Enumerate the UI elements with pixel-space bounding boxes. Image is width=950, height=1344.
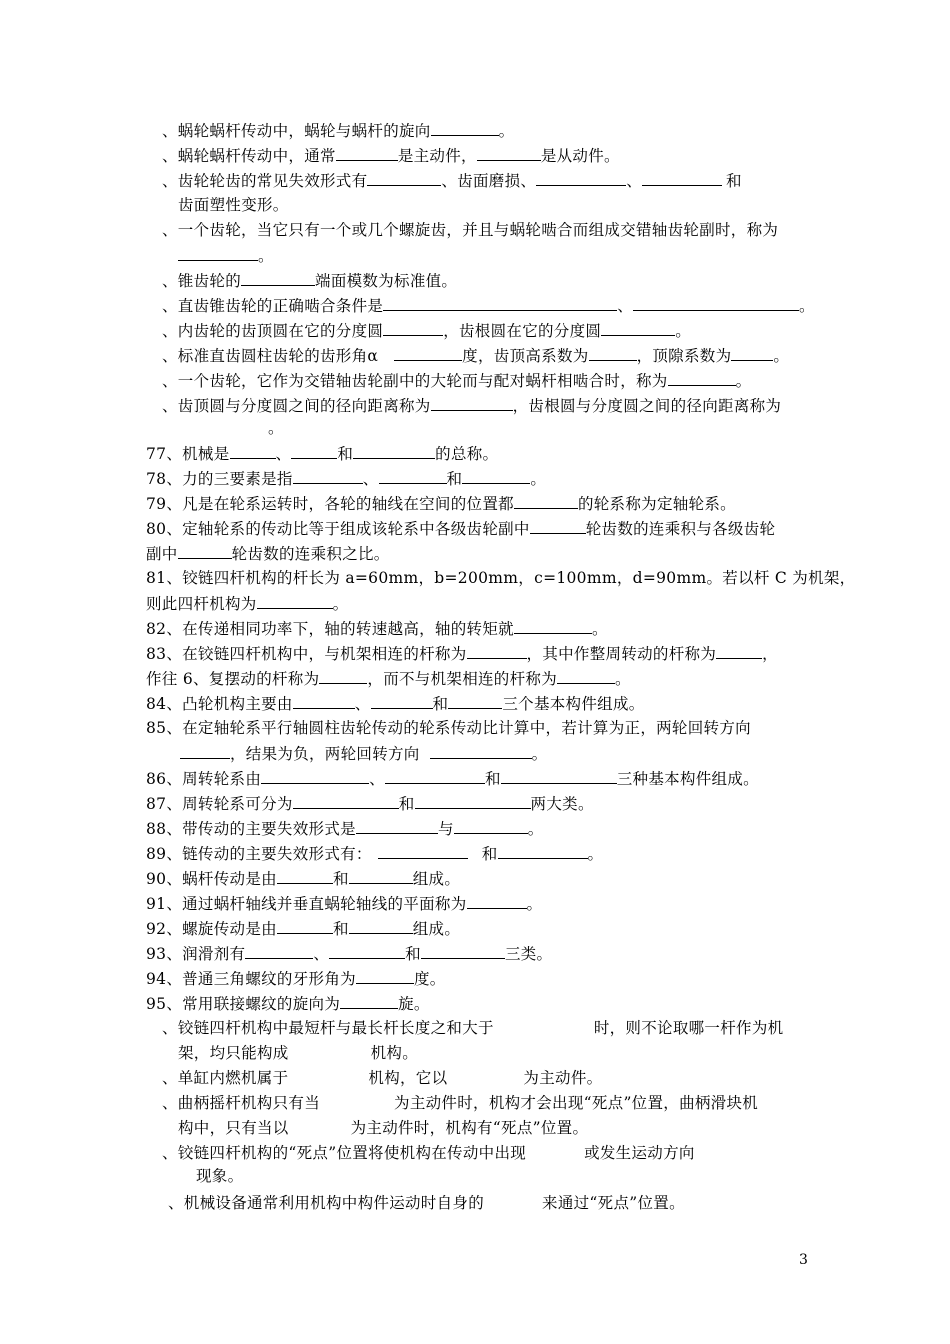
answer-blank[interactable] xyxy=(557,668,615,684)
question-text: ， xyxy=(762,645,778,663)
question-79 xyxy=(146,493,736,514)
answer-blank[interactable] xyxy=(601,320,675,336)
question-addendum xyxy=(162,395,781,416)
answer-blank[interactable] xyxy=(291,443,337,459)
question-worm-rotation xyxy=(162,120,514,141)
answer-blank[interactable] xyxy=(501,768,617,784)
answer-blank[interactable] xyxy=(477,145,541,161)
question-text: ，结果为负，两轮回转方向 xyxy=(230,745,420,763)
question-helical-gear xyxy=(162,220,778,240)
question-92 xyxy=(146,918,460,939)
question-dead-point-cont xyxy=(196,1166,243,1186)
answer-blank[interactable] xyxy=(293,468,363,484)
question-text: 和 xyxy=(332,870,349,888)
question-text: 、蜗轮蜗杆传动中，通常 xyxy=(162,147,336,165)
question-text: 则此四杆机构为 xyxy=(146,595,257,613)
question-text: ，顶隙系数为 xyxy=(636,347,732,365)
question-text: 和 xyxy=(726,172,742,190)
question-text: ，齿根圆与分度圆之间的径向距离称为 xyxy=(512,397,782,415)
question-text: 、 xyxy=(354,695,371,713)
answer-blank[interactable] xyxy=(668,370,736,386)
question-77 xyxy=(146,443,498,464)
answer-blank[interactable] xyxy=(633,295,799,311)
answer-blank[interactable] xyxy=(462,468,530,484)
question-text: 来通过“死点”位置。 xyxy=(542,1194,685,1212)
answer-blank[interactable] xyxy=(356,818,438,834)
answer-blank[interactable] xyxy=(430,743,532,759)
question-93 xyxy=(146,943,552,964)
question-text: 、一个齿轮，当它只有一个或几个螺旋齿，并且与蜗轮啮合而组成交错轴齿轮副时，称为 xyxy=(162,221,779,239)
answer-blank[interactable] xyxy=(180,743,230,759)
question-text: 的轮系称为定轴轮系。 xyxy=(577,495,736,513)
question-text: 87、周转轮系可分为 xyxy=(146,795,293,813)
question-94 xyxy=(146,968,446,989)
question-text: 。 xyxy=(675,322,692,340)
question-engine-mechanism xyxy=(162,1068,602,1088)
question-text: 88、带传动的主要失效形式是 xyxy=(146,820,356,838)
answer-blank[interactable] xyxy=(642,170,722,186)
question-80 xyxy=(146,518,775,539)
question-text: 、单缸内燃机属于 xyxy=(162,1069,289,1087)
question-text: 为主动件时，机构才会出现“死点”位置，曲柄滑块机 xyxy=(394,1094,759,1112)
answer-blank[interactable] xyxy=(257,593,333,609)
answer-blank[interactable] xyxy=(178,245,258,261)
question-81 xyxy=(146,568,855,588)
question-text: 。 xyxy=(258,247,274,265)
question-text: 、直齿锥齿轮的正确啮合条件是 xyxy=(162,297,384,315)
question-text: 构中，只有当以 xyxy=(178,1119,289,1137)
answer-blank[interactable] xyxy=(277,868,333,884)
question-text: 、铰链四杆机构的“死点”位置将使机构在传动中出现 xyxy=(162,1144,527,1162)
answer-blank[interactable] xyxy=(178,543,232,559)
question-text: 齿面塑性变形。 xyxy=(178,196,289,214)
question-text: 。 xyxy=(773,347,790,365)
answer-blank[interactable] xyxy=(349,918,413,934)
answer-blank[interactable] xyxy=(467,643,527,659)
question-text: 。 xyxy=(268,419,284,437)
question-text: 。 xyxy=(587,845,604,863)
question-87 xyxy=(146,793,594,814)
question-84 xyxy=(146,693,645,714)
question-text: 和 xyxy=(484,770,501,788)
question-worm-wheel xyxy=(162,370,751,391)
question-text: 组成。 xyxy=(412,870,461,888)
question-text: 度，齿顶高系数为 xyxy=(462,347,589,365)
question-text: 两大类。 xyxy=(530,795,594,813)
question-text: 。 xyxy=(531,745,548,763)
answer-blank[interactable] xyxy=(530,518,586,534)
answer-blank[interactable] xyxy=(514,618,592,634)
question-text: 和 xyxy=(398,795,415,813)
answer-blank[interactable] xyxy=(467,893,527,909)
question-text: 。 xyxy=(527,820,544,838)
answer-blank[interactable] xyxy=(353,443,435,459)
question-text: 。 xyxy=(799,297,815,315)
question-text: 77、机械是 xyxy=(146,445,230,463)
question-addendum-cont xyxy=(268,418,284,438)
question-text: 83、在铰链四杆机构中，与机架相连的杆称为 xyxy=(146,645,467,663)
question-text: 轮齿数的连乘积之比。 xyxy=(231,545,390,563)
question-dead-point xyxy=(162,1143,695,1163)
question-text: 81、铰链四杆机构的杆长为 a=60mm，b=200mm，c=100mm，d=90mm。若以杆 C 为机架， xyxy=(146,569,856,587)
question-text: 。 xyxy=(615,670,631,688)
question-text: 作往 6、复摆动的杆称为 xyxy=(146,670,320,688)
question-text: 、标准直齿圆柱齿轮的齿形角α xyxy=(162,347,379,365)
question-bevel-module xyxy=(162,270,457,291)
question-text: 机构。 xyxy=(370,1044,419,1062)
answer-blank[interactable] xyxy=(340,993,398,1009)
answer-blank[interactable] xyxy=(716,643,762,659)
question-text: 、锥齿轮的 xyxy=(162,272,242,290)
question-78 xyxy=(146,468,546,489)
question-text: 副中 xyxy=(146,545,178,563)
question-crank-rocker xyxy=(162,1093,758,1113)
answer-blank[interactable] xyxy=(589,345,637,361)
answer-blank[interactable] xyxy=(329,943,405,959)
question-text: 轮齿数的连乘积与各级齿轮 xyxy=(585,520,776,538)
question-text: 的总称。 xyxy=(435,445,499,463)
answer-blank[interactable] xyxy=(371,693,433,709)
answer-blank[interactable] xyxy=(421,943,505,959)
question-95 xyxy=(146,993,430,1014)
question-text: 是从动件。 xyxy=(540,147,620,165)
question-text: 、曲柄摇杆机构只有当 xyxy=(162,1094,321,1112)
question-text: 三个基本构件组成。 xyxy=(502,695,645,713)
question-text: 。 xyxy=(591,620,608,638)
question-text: 和 xyxy=(405,945,421,963)
answer-blank[interactable] xyxy=(536,170,626,186)
question-text: 架，均只能构成 xyxy=(178,1044,289,1062)
question-bevel-mesh xyxy=(162,295,815,316)
question-text: 93、润滑剂有 xyxy=(146,945,246,963)
question-text: 和 xyxy=(481,845,498,863)
question-gear-failure-cont xyxy=(178,195,289,215)
question-text: 是主动件， xyxy=(397,147,477,165)
question-worm-driver xyxy=(162,145,620,166)
answer-blank[interactable] xyxy=(385,768,485,784)
question-text: 与 xyxy=(437,820,454,838)
question-text: 、 xyxy=(313,945,330,963)
question-text: 和 xyxy=(337,445,354,463)
question-text: 84、凸轮机构主要由 xyxy=(146,695,293,713)
question-crank-rocker-cont xyxy=(178,1118,588,1138)
question-text: 端面模数为标准值。 xyxy=(315,272,458,290)
question-text: 80、定轴轮系的传动比等于组成该轮系中各级齿轮副中 xyxy=(146,520,530,538)
question-text: 为主动件时，机构有“死点”位置。 xyxy=(350,1119,589,1137)
question-text: 78、力的三要素是指 xyxy=(146,470,293,488)
question-four-bar-grashof-cont xyxy=(178,1043,418,1063)
question-spur-gear xyxy=(162,345,789,366)
question-text: 82、在传递相同功率下，轴的转速越高，轴的转矩就 xyxy=(146,620,514,638)
question-text: 和 xyxy=(446,470,463,488)
answer-blank[interactable] xyxy=(431,395,513,411)
question-text: 和 xyxy=(332,920,349,938)
answer-blank[interactable] xyxy=(731,345,773,361)
question-internal-gear xyxy=(162,320,691,341)
answer-blank[interactable] xyxy=(241,270,315,286)
answer-blank[interactable] xyxy=(336,145,398,161)
answer-blank[interactable] xyxy=(394,345,462,361)
question-helical-gear-cont xyxy=(178,245,274,266)
question-text: 。 xyxy=(735,372,752,390)
question-text: 、机械设备通常利用机构中构件运动时自身的 xyxy=(168,1194,485,1212)
question-text: 、 xyxy=(617,297,634,315)
question-83-cont xyxy=(146,668,631,689)
answer-blank[interactable] xyxy=(378,843,468,859)
question-82 xyxy=(146,618,608,639)
question-83 xyxy=(146,643,778,664)
question-91 xyxy=(146,893,542,914)
question-text: 、 xyxy=(275,445,292,463)
answer-blank[interactable] xyxy=(349,868,413,884)
question-text: 、一个齿轮，它作为交错轴齿轮副中的大轮而与配对蜗杆相啮合时，称为 xyxy=(162,372,668,390)
question-text: 89、链传动的主要失效形式有： xyxy=(146,845,372,863)
question-80-cont xyxy=(146,543,390,564)
answer-blank[interactable] xyxy=(293,793,399,809)
answer-blank[interactable] xyxy=(383,295,617,311)
question-text: 三类。 xyxy=(504,945,553,963)
answer-blank[interactable] xyxy=(454,818,528,834)
question-dead-point-pass xyxy=(168,1193,685,1213)
question-text: 、内齿轮的齿顶圆在它的分度圆 xyxy=(162,322,384,340)
answer-blank[interactable] xyxy=(383,320,443,336)
answer-blank[interactable] xyxy=(261,768,369,784)
page-number: 3 xyxy=(799,1252,808,1268)
question-85-cont xyxy=(180,743,547,764)
answer-blank[interactable] xyxy=(230,443,276,459)
answer-blank[interactable] xyxy=(356,968,414,984)
answer-blank[interactable] xyxy=(319,668,367,684)
question-text: 。 xyxy=(530,470,547,488)
question-text: ，齿根圆在它的分度圆 xyxy=(443,322,602,340)
question-text: 现象。 xyxy=(196,1167,244,1185)
question-text: 、 xyxy=(369,770,385,788)
question-text: 。 xyxy=(526,895,543,913)
answer-blank[interactable] xyxy=(293,693,355,709)
question-85 xyxy=(146,718,751,738)
question-text: 79、凡是在轮系运转时，各轮的轴线在空间的位置都 xyxy=(146,495,514,513)
answer-blank[interactable] xyxy=(498,843,588,859)
question-86 xyxy=(146,768,759,789)
question-text: 三种基本构件组成。 xyxy=(616,770,759,788)
question-81-cont xyxy=(146,593,348,614)
question-four-bar-grashof xyxy=(162,1018,783,1038)
question-text: 、齿顶圆与分度圆之间的径向距离称为 xyxy=(162,397,431,415)
question-text: 度。 xyxy=(413,970,446,988)
question-text: 或发生运动方向 xyxy=(584,1144,695,1162)
question-text: 、齿轮轮齿的常见失效形式有 xyxy=(162,172,368,190)
question-text: 、 xyxy=(626,172,643,190)
question-text: 、齿面磨损、 xyxy=(441,172,537,190)
question-text: 92、螺旋传动是由 xyxy=(146,920,277,938)
question-90 xyxy=(146,868,460,889)
question-text: 为主动件。 xyxy=(523,1069,603,1087)
question-text: 85、在定轴轮系平行轴圆柱齿轮传动的轮系传动比计算中，若计算为正，两轮回转方向 xyxy=(146,719,751,737)
question-text: 。 xyxy=(498,122,515,140)
question-text: 90、蜗杆传动是由 xyxy=(146,870,277,888)
question-text: 、 xyxy=(362,470,379,488)
question-text: 、铰链四杆机构中最短杆与最长杆长度之和大于 xyxy=(162,1019,494,1037)
answer-blank[interactable] xyxy=(448,693,502,709)
question-89 xyxy=(146,843,603,864)
question-text: 和 xyxy=(432,695,449,713)
question-88 xyxy=(146,818,544,839)
answer-blank[interactable] xyxy=(379,468,447,484)
question-text: 、蜗轮蜗杆传动中，蜗轮与蜗杆的旋向 xyxy=(162,122,431,140)
question-text: ，而不与机架相连的杆称为 xyxy=(367,670,557,688)
question-text: 时，则不论取哪一杆作为机 xyxy=(593,1019,784,1037)
answer-blank[interactable] xyxy=(245,943,313,959)
answer-blank[interactable] xyxy=(514,493,578,509)
question-text: 86、周转轮系由 xyxy=(146,770,262,788)
question-text: 组成。 xyxy=(412,920,461,938)
question-text: 机构，它以 xyxy=(368,1069,448,1087)
question-text: 94、普通三角螺纹的牙形角为 xyxy=(146,970,356,988)
answer-blank[interactable] xyxy=(431,120,499,136)
answer-blank[interactable] xyxy=(367,170,441,186)
question-text: 91、通过蜗杆轴线并垂直蜗轮轴线的平面称为 xyxy=(146,895,467,913)
question-text: 。 xyxy=(332,595,349,613)
question-text: ，其中作整周转动的杆称为 xyxy=(526,645,717,663)
answer-blank[interactable] xyxy=(277,918,333,934)
question-gear-failure xyxy=(162,170,742,191)
question-text: 95、常用联接螺纹的旋向为 xyxy=(146,995,341,1013)
question-text: 旋。 xyxy=(398,995,430,1013)
answer-blank[interactable] xyxy=(415,793,531,809)
